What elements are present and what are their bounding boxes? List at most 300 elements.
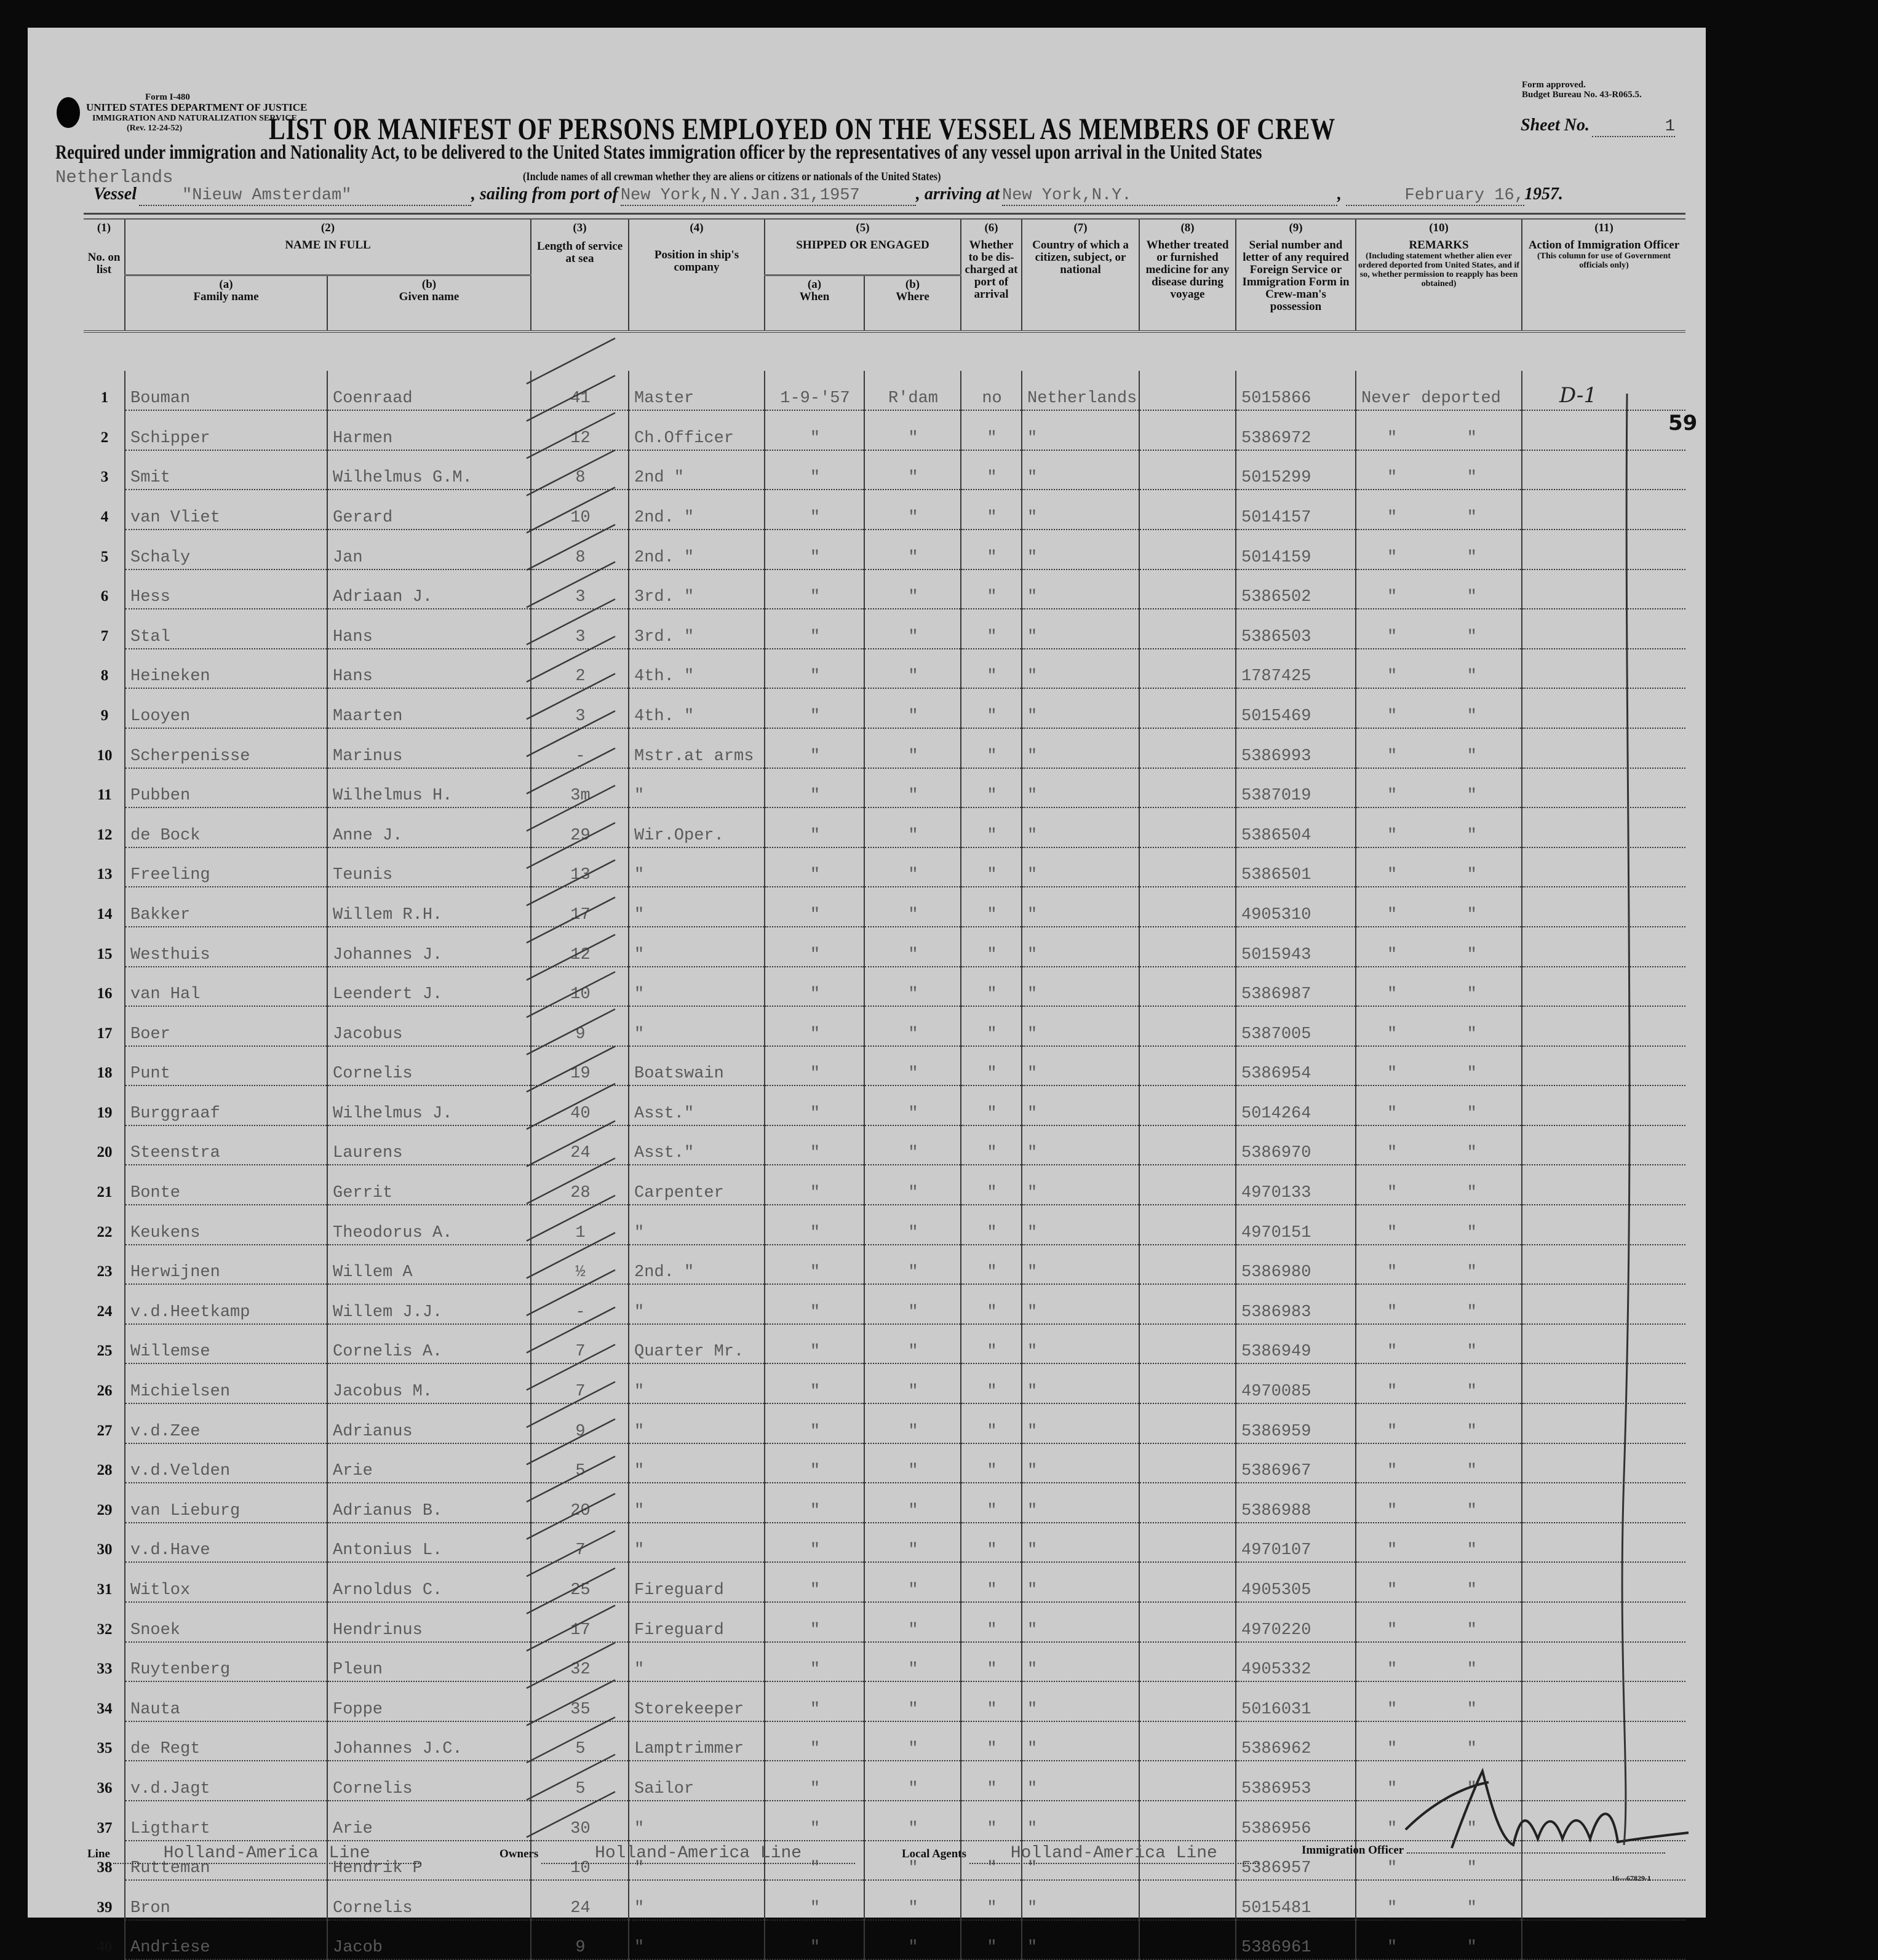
- row-number: 15: [97, 945, 113, 962]
- family-name: Looyen: [125, 688, 327, 728]
- medicine: [1139, 1602, 1236, 1642]
- table-header: [84, 220, 1685, 371]
- position: ": [629, 1801, 765, 1841]
- serial-number: 5386961: [1236, 1920, 1356, 1960]
- position: Sailor: [629, 1761, 765, 1801]
- row-number: 17: [97, 1025, 113, 1042]
- given-name: Hendrik P: [327, 1841, 531, 1881]
- family-name: Steenstra: [125, 1125, 327, 1165]
- serial-number: 5386956: [1236, 1801, 1356, 1841]
- discharged: ": [961, 1363, 1022, 1403]
- shipped-where: ": [864, 1841, 961, 1881]
- family-name: Michielsen: [125, 1363, 327, 1403]
- immigration-action: [1522, 1483, 1685, 1523]
- remarks: " ": [1356, 649, 1522, 689]
- remarks: " ": [1356, 1841, 1522, 1881]
- given-name: Antonius L.: [327, 1523, 531, 1563]
- shipped-where: ": [864, 1721, 961, 1761]
- discharged: ": [961, 1284, 1022, 1324]
- position: 2nd ": [629, 450, 765, 490]
- family-name: Snoek: [125, 1602, 327, 1642]
- discharged: ": [961, 1681, 1022, 1721]
- owners-value: Holland-America Line: [541, 1844, 855, 1864]
- shipped-where: ": [864, 1523, 961, 1563]
- discharged: ": [961, 1642, 1022, 1682]
- row-number: 10: [97, 747, 113, 764]
- length-of-service: 10: [531, 1841, 629, 1881]
- given-name: Gerard: [327, 490, 531, 530]
- position: Asst.": [629, 1085, 765, 1125]
- length-of-service: 29: [531, 807, 629, 847]
- serial-number: 4970107: [1236, 1523, 1356, 1563]
- remarks: " ": [1356, 569, 1522, 609]
- remarks: " ": [1356, 1403, 1522, 1443]
- medicine: [1139, 1801, 1236, 1841]
- remarks: " ": [1356, 1523, 1522, 1563]
- column-header-no: (1) No. on list: [87, 221, 121, 276]
- form-revision: (Rev. 12-24-52): [127, 124, 183, 133]
- given-name: Coenraad: [327, 371, 531, 411]
- table-row: [84, 1006, 1685, 1046]
- discharged: ": [961, 1761, 1022, 1801]
- position: 4th. ": [629, 649, 765, 689]
- column-header-shipped: (5) SHIPPED OR ENGAGED: [765, 220, 961, 275]
- immigration-action: [1522, 1165, 1685, 1205]
- immigration-action: [1522, 847, 1685, 887]
- country: ": [1022, 728, 1139, 768]
- row-number: 11: [97, 787, 112, 804]
- country: ": [1022, 1165, 1139, 1205]
- include-note: (Include names of all crewman whether they are aliens or citizens or nationals of the United States): [523, 170, 941, 183]
- table-row: [84, 728, 1685, 768]
- given-name: Hans: [327, 649, 531, 689]
- table-row: [84, 1602, 1685, 1642]
- medicine: [1139, 1046, 1236, 1086]
- medicine: [1139, 1403, 1236, 1443]
- discharged: ": [961, 1523, 1022, 1563]
- owners-label: Owners: [499, 1847, 539, 1860]
- table-row: [84, 1443, 1685, 1483]
- remarks: " ": [1356, 927, 1522, 967]
- position: 3rd. ": [629, 569, 765, 609]
- country: ": [1022, 1841, 1139, 1881]
- shipped-where: ": [864, 807, 961, 847]
- row-number: 13: [97, 866, 113, 883]
- department-name: UNITED STATES DEPARTMENT OF JUSTICE: [86, 101, 308, 113]
- length-of-service: 1: [531, 1205, 629, 1245]
- row-number: 24: [97, 1303, 113, 1320]
- remarks: " ": [1356, 1443, 1522, 1483]
- remarks: " ": [1356, 1880, 1522, 1920]
- discharged: ": [961, 1920, 1022, 1960]
- remarks: " ": [1356, 1284, 1522, 1324]
- position: ": [629, 1642, 765, 1682]
- given-name: Pleun: [327, 1642, 531, 1682]
- medicine: [1139, 1165, 1236, 1205]
- arriving-at: New York,N.Y.: [1002, 186, 1337, 206]
- shipped-when: ": [765, 1841, 864, 1881]
- position: ": [629, 927, 765, 967]
- row-number: 33: [97, 1660, 113, 1678]
- immigration-action: [1522, 1681, 1685, 1721]
- medicine: [1139, 807, 1236, 847]
- position: 2nd. ": [629, 530, 765, 569]
- country: ": [1022, 1245, 1139, 1285]
- immigration-action: D-1: [1522, 371, 1685, 411]
- discharged: ": [961, 768, 1022, 808]
- page-title: LIST OR MANIFEST OF PERSONS EMPLOYED ON THE VESSEL AS MEMBERS OF CREW: [269, 111, 1336, 146]
- family-name: Bron: [125, 1880, 327, 1920]
- row-number: 23: [97, 1263, 113, 1280]
- given-name: Cornelis: [327, 1761, 531, 1801]
- table-row: [84, 768, 1685, 808]
- serial-number: 5386962: [1236, 1721, 1356, 1761]
- discharged: ": [961, 967, 1022, 1007]
- table-row: [84, 1681, 1685, 1721]
- serial-number: 5015469: [1236, 688, 1356, 728]
- length-of-service: 41: [531, 371, 629, 411]
- country: ": [1022, 847, 1139, 887]
- row-number: 28: [97, 1462, 113, 1479]
- country: ": [1022, 490, 1139, 530]
- table-row: [84, 1324, 1685, 1364]
- discharged: ": [961, 1880, 1022, 1920]
- position: Asst.": [629, 1125, 765, 1165]
- column-header-when: (a) When: [765, 275, 864, 331]
- remarks: " ": [1356, 1046, 1522, 1086]
- shipped-where: ": [864, 1046, 961, 1086]
- shipped-where: ": [864, 1681, 961, 1721]
- footer-agents: [902, 1844, 1259, 1864]
- length-of-service: 5: [531, 1721, 629, 1761]
- shipped-where: ": [864, 530, 961, 569]
- given-name: Laurens: [327, 1125, 531, 1165]
- discharged: ": [961, 1443, 1022, 1483]
- length-of-service: 24: [531, 1125, 629, 1165]
- family-name: Smit: [125, 450, 327, 490]
- shipped-when: ": [765, 927, 864, 967]
- immigration-action: [1522, 530, 1685, 569]
- country: ": [1022, 1642, 1139, 1682]
- country: ": [1022, 410, 1139, 450]
- family-name: Willemse: [125, 1324, 327, 1364]
- immigration-action: [1522, 609, 1685, 649]
- shipped-where: ": [864, 1562, 961, 1602]
- remarks: " ": [1356, 1761, 1522, 1801]
- shipped-when: ": [765, 688, 864, 728]
- position: Master: [629, 371, 765, 411]
- country: ": [1022, 1205, 1139, 1245]
- shipped-when: ": [765, 1205, 864, 1245]
- immigration-action: [1522, 967, 1685, 1007]
- remarks: " ": [1356, 1721, 1522, 1761]
- serial-number: 5386970: [1236, 1125, 1356, 1165]
- discharged: ": [961, 1721, 1022, 1761]
- serial-number: 5386502: [1236, 569, 1356, 609]
- country: ": [1022, 1125, 1139, 1165]
- discharged: ": [961, 1006, 1022, 1046]
- immigration-action: [1522, 410, 1685, 450]
- family-name: v.d.Heetkamp: [125, 1284, 327, 1324]
- serial-number: 4905310: [1236, 887, 1356, 927]
- immigration-action: [1522, 927, 1685, 967]
- remarks: " ": [1356, 450, 1522, 490]
- table-row: [84, 1880, 1685, 1920]
- immigration-action: [1522, 569, 1685, 609]
- sheet-number: 1: [1592, 117, 1675, 137]
- shipped-when: ": [765, 649, 864, 689]
- line-label: Line: [87, 1847, 110, 1860]
- length-of-service: 3m: [531, 768, 629, 808]
- given-name: Teunis: [327, 847, 531, 887]
- shipped-where: ": [864, 927, 961, 967]
- position: ": [629, 768, 765, 808]
- country: ": [1022, 1920, 1139, 1960]
- serial-number: 4970220: [1236, 1602, 1356, 1642]
- medicine: [1139, 1920, 1236, 1960]
- given-name: Johannes J.C.: [327, 1721, 531, 1761]
- immigration-action: [1522, 450, 1685, 490]
- medicine: [1139, 1085, 1236, 1125]
- shipped-when: ": [765, 847, 864, 887]
- position: ": [629, 887, 765, 927]
- row-number: 9: [100, 707, 109, 724]
- discharged: ": [961, 847, 1022, 887]
- immigration-action: [1522, 1284, 1685, 1324]
- position: 3rd. ": [629, 609, 765, 649]
- immigration-action: [1522, 490, 1685, 530]
- given-name: Jan: [327, 530, 531, 569]
- country: ": [1022, 530, 1139, 569]
- immigration-action: [1522, 1880, 1685, 1920]
- family-name: Hess: [125, 569, 327, 609]
- shipped-when: ": [765, 609, 864, 649]
- medicine: [1139, 1761, 1236, 1801]
- discharged: ": [961, 450, 1022, 490]
- table-row: [84, 1920, 1685, 1960]
- length-of-service: 7: [531, 1523, 629, 1563]
- position: 2nd. ": [629, 1245, 765, 1285]
- length-of-service: 2: [531, 649, 629, 689]
- row-number: 38: [97, 1859, 113, 1876]
- medicine: [1139, 1284, 1236, 1324]
- medicine: [1139, 371, 1236, 411]
- serial-number: 5386967: [1236, 1443, 1356, 1483]
- family-name: van Hal: [125, 967, 327, 1007]
- remarks: " ": [1356, 1006, 1522, 1046]
- column-header-action: (11) Action of Immigration Officer (This column for use of Government officials only): [1522, 220, 1685, 331]
- row-number: 25: [97, 1343, 113, 1360]
- country: ": [1022, 1006, 1139, 1046]
- immigration-action: [1522, 1006, 1685, 1046]
- given-name: Jacobus M.: [327, 1363, 531, 1403]
- country: ": [1022, 1681, 1139, 1721]
- length-of-service: 5: [531, 1761, 629, 1801]
- remarks: " ": [1356, 530, 1522, 569]
- serial-number: 5387019: [1236, 768, 1356, 808]
- shipped-when: ": [765, 1602, 864, 1642]
- table-row: [84, 569, 1685, 609]
- length-of-service: 7: [531, 1324, 629, 1364]
- footer-owners: [499, 1844, 855, 1864]
- comma-separator: ,: [1337, 184, 1346, 204]
- shipped-where: ": [864, 1205, 961, 1245]
- discharged: ": [961, 1205, 1022, 1245]
- row-number: 1: [100, 389, 109, 407]
- shipped-when: ": [765, 1523, 864, 1563]
- table-row: [84, 1523, 1685, 1563]
- family-name: Keukens: [125, 1205, 327, 1245]
- serial-number: 5014157: [1236, 490, 1356, 530]
- immigration-action: [1522, 1721, 1685, 1761]
- length-of-service: 12: [531, 410, 629, 450]
- serial-number: 5386503: [1236, 609, 1356, 649]
- family-name: Burggraaf: [125, 1085, 327, 1125]
- family-name: de Bock: [125, 807, 327, 847]
- row-number: 14: [97, 905, 113, 922]
- shipped-where: ": [864, 1483, 961, 1523]
- medicine: [1139, 728, 1236, 768]
- remarks: " ": [1356, 1085, 1522, 1125]
- country: ": [1022, 1403, 1139, 1443]
- immigration-action: [1522, 1324, 1685, 1364]
- row-number: 32: [97, 1621, 113, 1638]
- shipped-where: ": [864, 450, 961, 490]
- shipped-where: ": [864, 609, 961, 649]
- given-name: Willem A: [327, 1245, 531, 1285]
- remarks: " ": [1356, 967, 1522, 1007]
- discharged: ": [961, 490, 1022, 530]
- immigration-action: [1522, 768, 1685, 808]
- medicine: [1139, 1642, 1236, 1682]
- immigration-action: [1522, 1363, 1685, 1403]
- serial-number: 5015481: [1236, 1880, 1356, 1920]
- remarks: " ": [1356, 490, 1522, 530]
- row-number: 20: [97, 1144, 113, 1161]
- serial-number: 5386988: [1236, 1483, 1356, 1523]
- arrival-date: February 16,: [1346, 186, 1524, 206]
- medicine: [1139, 450, 1236, 490]
- arrival-year: 1957.: [1524, 184, 1563, 204]
- discharged: ": [961, 609, 1022, 649]
- length-of-service: 19: [531, 1046, 629, 1086]
- shipped-where: ": [864, 1324, 961, 1364]
- header-bottom-rule: [84, 331, 1685, 371]
- serial-number: 4970133: [1236, 1165, 1356, 1205]
- column-header-position: (4) Position in ship's company: [629, 220, 765, 331]
- given-name: Jacobus: [327, 1006, 531, 1046]
- family-name: Rutteman: [125, 1841, 327, 1881]
- remarks: " ": [1356, 1205, 1522, 1245]
- shipped-when: ": [765, 1324, 864, 1364]
- table-row: [84, 847, 1685, 887]
- discharged: ": [961, 1403, 1022, 1443]
- country: ": [1022, 1483, 1139, 1523]
- country: ": [1022, 1880, 1139, 1920]
- remarks: " ": [1356, 1681, 1522, 1721]
- shipped-where: R'dam: [864, 371, 961, 411]
- position: ": [629, 967, 765, 1007]
- shipped-where: ": [864, 569, 961, 609]
- shipped-when: ": [765, 1245, 864, 1285]
- table-row: [84, 1205, 1685, 1245]
- immigration-action: [1522, 1562, 1685, 1602]
- agents-value: Holland-America Line: [969, 1844, 1259, 1864]
- crew-rows: [84, 371, 1685, 1960]
- family-name: v.d.Have: [125, 1523, 327, 1563]
- immigration-action: [1522, 1085, 1685, 1125]
- table-row: [84, 1125, 1685, 1165]
- family-name: Bakker: [125, 887, 327, 927]
- family-name: Westhuis: [125, 927, 327, 967]
- remarks: " ": [1356, 1245, 1522, 1285]
- table-row: [84, 1761, 1685, 1801]
- shipped-where: ": [864, 1245, 961, 1285]
- medicine: [1139, 1721, 1236, 1761]
- medicine: [1139, 609, 1236, 649]
- position: Quarter Mr.: [629, 1324, 765, 1364]
- discharged: ": [961, 1801, 1022, 1841]
- position: ": [629, 1006, 765, 1046]
- line-value: Holland-America Line: [113, 1844, 421, 1864]
- shipped-where: ": [864, 768, 961, 808]
- margin-page-number: 59: [1668, 411, 1698, 435]
- column-header-given-name: (b) Given name: [327, 275, 531, 331]
- table-row: [84, 887, 1685, 927]
- length-of-service: 9: [531, 1920, 629, 1960]
- country: ": [1022, 768, 1139, 808]
- immigration-action: [1522, 1205, 1685, 1245]
- sheet-number-field: [1521, 116, 1675, 137]
- table-row: [84, 927, 1685, 967]
- serial-number: 5386980: [1236, 1245, 1356, 1285]
- table-row: [84, 609, 1685, 649]
- serial-number: 5386987: [1236, 967, 1356, 1007]
- shipped-where: ": [864, 1801, 961, 1841]
- position: Carpenter: [629, 1165, 765, 1205]
- family-name: Herwijnen: [125, 1245, 327, 1285]
- shipped-when: ": [765, 807, 864, 847]
- sheet-label: Sheet No.: [1521, 116, 1590, 135]
- sailing-from: New York,N.Y.Jan.31,1957: [621, 186, 916, 206]
- serial-number: 5015866: [1236, 371, 1356, 411]
- discharged: ": [961, 1841, 1022, 1881]
- length-of-service: 5: [531, 1443, 629, 1483]
- given-name: Maarten: [327, 688, 531, 728]
- immigration-action: [1522, 1443, 1685, 1483]
- country: ": [1022, 927, 1139, 967]
- table-row: [84, 1085, 1685, 1125]
- officer-signature-line: [1407, 1852, 1665, 1854]
- shipped-when: ": [765, 490, 864, 530]
- given-name: Hendrinus: [327, 1602, 531, 1642]
- immigration-action: [1522, 1523, 1685, 1563]
- country: ": [1022, 1602, 1139, 1642]
- table-row: [84, 490, 1685, 530]
- shipped-when: ": [765, 1006, 864, 1046]
- shipped-when: ": [765, 1363, 864, 1403]
- serial-number: 4905332: [1236, 1642, 1356, 1682]
- table-row: [84, 649, 1685, 689]
- remarks: " ": [1356, 1165, 1522, 1205]
- length-of-service: 13: [531, 847, 629, 887]
- row-number: 18: [97, 1065, 113, 1082]
- position: Wir.Oper.: [629, 807, 765, 847]
- family-name: Bouman: [125, 371, 327, 411]
- officer-label: Immigration Officer: [1302, 1844, 1404, 1857]
- length-of-service: 12: [531, 927, 629, 967]
- position: Boatswain: [629, 1046, 765, 1086]
